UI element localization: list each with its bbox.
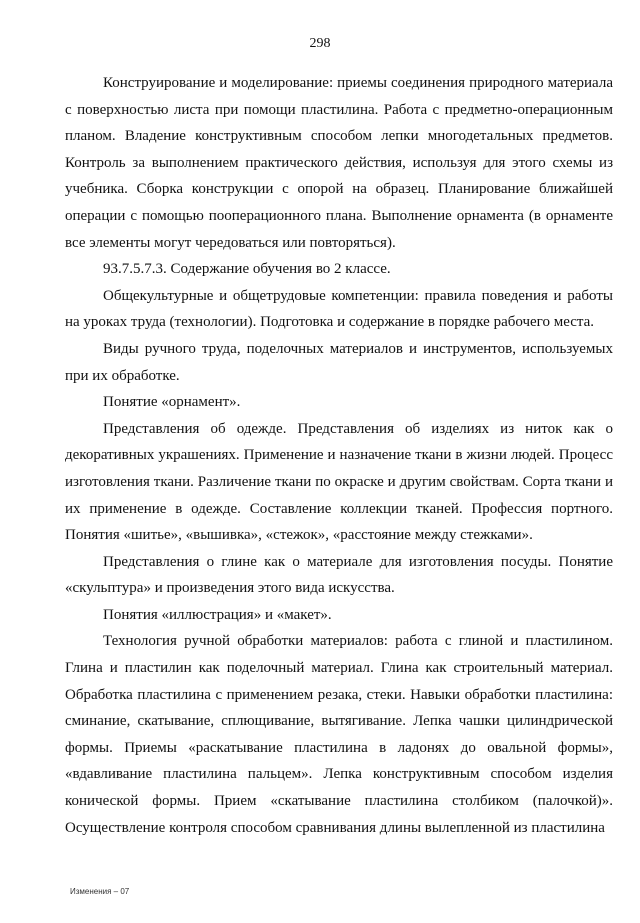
paragraph-ornament: Понятие «орнамент». [103,394,241,411]
paragraph-technology: Технология ручной обработки материалов: работа с глиной и пластилином. Глина и пластилин как поделочный материал. Глина как строительный материал. Обработка пластилина с применением резака, стеки. Навыки обработки пластилина: сминание, скатывание, сплющивание, вытягивание. Лепка чашки цилиндрической формы. Приемы «раскатывание пластилина в ладонях до овальной формы», «вдавливание пластилина пальцем». Лепка конструктивным способом изделия конической формы. Прием «скатывание пластилина столбиком (палочкой)». Осуществление контроля способом сравнивания длины вылепленной из пластилина [65,633,613,836]
page-number: 298 [309,36,331,51]
paragraph-construction: Конструирование и моделирование: приемы соединения природного материала с поверхностью листа при помощи пластилина. Работа с предметно-операционным планом. Владение конструктивным способом лепки многодетальных предметов. Контроль за выполнением практического действия, используя для этого схемы из учебника. Сборка конструкции с опорой на образец. Планирование ближайшей операции с помощью пооперационного плана. Выполнение орнамента (в орнаменте все элементы могут чередоваться или повторяться). [65,75,613,251]
paragraph-clay: Представления о глине как о материале для изготовления посуды. Понятие «скульптура» и произведения этого вида искусства. [65,553,613,597]
paragraph-manual-labor: Виды ручного труда, поделочных материалов и инструментов, используемых при их обработке. [65,340,613,384]
revision-footer: Изменения – 07 [70,887,130,896]
paragraph-illustration: Понятия «иллюстрация» и «макет». [103,606,332,623]
paragraph-clothing: Представления об одежде. Представления об изделиях из ниток как о декоративных украшениях. Применение и назначение ткани в жизни людей. Процесс изготовления ткани. Различение ткани по окраске и другим свойствам. Сорта ткани и их применение в одежде. Составление коллекции тканей. Профессия портного. Понятия «шитье», «вышивка», «стежок», «расстояние между стежками». [65,420,613,544]
section-heading-grade-2: 93.7.5.7.3. Содержание обучения во 2 классе. [103,261,391,278]
paragraph-competencies: Общекультурные и общетрудовые компетенции: правила поведения и работы на уроках труда (технологии). Подготовка и содержание в порядке рабочего места. [65,287,613,331]
page-body [65,70,613,841]
